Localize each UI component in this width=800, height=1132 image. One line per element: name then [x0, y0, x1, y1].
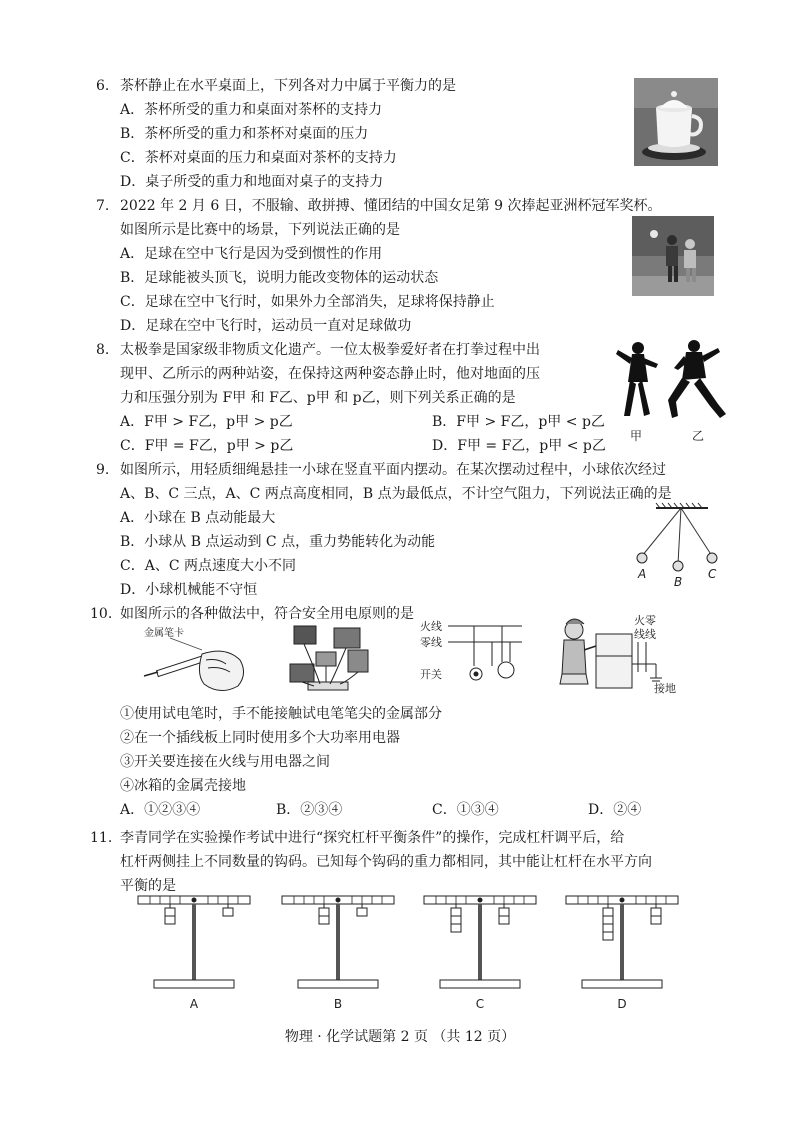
pendulum-diagram	[626, 500, 730, 590]
q10-option-d: D．②④	[588, 802, 642, 818]
q6-option-a: A．茶杯所受的重力和桌面对茶杯的支持力	[120, 102, 383, 118]
q9-option-c: C．A、C 两点速度大小不同	[120, 558, 296, 574]
q6-option-d: D．桌子所受的重力和地面对桌子的支持力	[120, 174, 384, 190]
wiring-label-fire: 火线	[420, 620, 442, 633]
test-pen-figure	[140, 624, 250, 696]
q9-stem-line2: A、B、C 三点，A、C 两点高度相同，B 点为最低点，不计空气阻力，下列说法正确的是	[120, 486, 672, 502]
lever-label-d: D	[617, 997, 627, 1011]
q9-option-a: A．小球在 B 点动能最大	[120, 510, 276, 526]
pendulum-label-a: A	[638, 567, 647, 581]
fridge-grounding-figure	[556, 612, 688, 696]
q11-number: 11.	[90, 830, 113, 846]
q6-stem: 茶杯静止在水平桌面上，下列各对力中属于平衡力的是	[120, 78, 456, 94]
q7-stem-line1: 2022 年 2 月 6 日，不服输、敢拼搏、懂团结的中国女足第 9 次捧起亚洲杯冠军奖杯。	[120, 198, 662, 214]
teacup-photo	[634, 78, 718, 166]
q10-option-c: C．①③④	[432, 802, 499, 818]
q9-stem-line1: 如图所示，用轻质细绳悬挂一小球在竖直平面内摆动。在某次摆动过程中，小球依次经过	[120, 462, 666, 478]
soccer-match-photo	[632, 216, 714, 296]
fridge-label-ground: 接地	[654, 682, 676, 695]
switch-wiring-figure	[414, 616, 526, 696]
wiring-label-switch: 开关	[420, 668, 442, 681]
fridge-label-live-neutral-mid: 线线	[634, 628, 656, 641]
q9-number: 9.	[96, 462, 110, 478]
lever-figure-d	[560, 894, 690, 1016]
taichi-label-yi: 乙	[691, 429, 705, 443]
q6-number: 6.	[96, 78, 110, 94]
q8-stem-line3: 力和压强分别为 F甲 和 F乙、p甲 和 p乙，则下列关系正确的是	[120, 390, 516, 406]
lever-label-a: A	[189, 997, 199, 1011]
lever-label-b: B	[333, 997, 343, 1011]
q10-option-b: B．②③④	[276, 802, 343, 818]
fridge-label-live-neutral-top: 火零	[634, 614, 656, 627]
q10-statement-4: ④冰箱的金属壳接地	[120, 778, 246, 794]
wiring-label-zero: 零线	[420, 636, 442, 649]
page-footer: 物理 · 化学试题第 2 页 （共 12 页）	[284, 1029, 516, 1045]
pendulum-label-c: C	[708, 567, 717, 581]
q7-number: 7.	[96, 198, 110, 214]
q10-stem: 如图所示的各种做法中，符合安全用电原则的是	[120, 606, 414, 622]
q8-option-c: C．F甲 = F乙，p甲 > p乙	[120, 438, 294, 454]
lever-figure-b	[276, 894, 406, 1016]
q8-stem-line2: 现甲、乙所示的两种站姿，在保持这两种姿态静止时，他对地面的压	[120, 366, 540, 382]
q10-statement-3: ③开关要连接在火线与用电器之间	[120, 754, 330, 770]
q8-option-d: D．F甲 = F乙，p甲 < p乙	[432, 438, 606, 454]
q7-option-c: C．足球在空中飞行时，如果外力全部消失，足球将保持静止	[120, 294, 495, 310]
lever-figure-a	[132, 894, 262, 1016]
q6-option-b: B．茶杯所受的重力和茶杯对桌面的压力	[120, 126, 369, 142]
q9-option-b: B．小球从 B 点运动到 C 点，重力势能转化为动能	[120, 534, 436, 550]
q7-option-d: D．足球在空中飞行时，运动员一直对足球做功	[120, 318, 412, 334]
q8-number: 8.	[96, 342, 110, 358]
lever-figure-c	[418, 894, 548, 1016]
q10-option-a: A．①②③④	[120, 802, 201, 818]
q11-stem-line3: 平衡的是	[120, 878, 176, 894]
q9-option-d: D．小球机械能不守恒	[120, 582, 258, 598]
power-strip-overload-figure	[286, 622, 376, 694]
q6-option-c: C．茶杯对桌面的压力和桌面对茶杯的支持力	[120, 150, 397, 166]
lever-label-c: C	[475, 997, 485, 1011]
q10-statement-2: ②在一个插线板上同时使用多个大功率用电器	[120, 730, 400, 746]
test-pen-label: 金属笔卡	[144, 628, 184, 639]
taichi-silhouettes	[610, 334, 730, 446]
q7-option-a: A．足球在空中飞行是因为受到惯性的作用	[120, 246, 383, 262]
q8-stem-line1: 太极拳是国家级非物质文化遗产。一位太极拳爱好者在打拳过程中出	[120, 342, 540, 358]
pendulum-label-b: B	[674, 575, 683, 589]
q8-option-b: B．F甲 > F乙，p甲 < p乙	[432, 414, 605, 430]
q7-option-b: B．足球能被头顶飞，说明力能改变物体的运动状态	[120, 270, 439, 286]
q11-stem-line2: 杠杆两侧挂上不同数量的钩码。已知每个钩码的重力都相同，其中能让杠杆在水平方向	[120, 854, 652, 870]
taichi-figure-yi	[668, 340, 726, 418]
q8-option-a: A．F甲 > F乙，p甲 > p乙	[120, 414, 293, 430]
taichi-label-jia: 甲	[629, 429, 643, 443]
taichi-figure-jia	[616, 342, 658, 416]
q7-stem-line2: 如图所示是比赛中的场景，下列说法正确的是	[120, 222, 400, 238]
q10-statement-1: ①使用试电笔时，手不能接触试电笔笔尖的金属部分	[120, 706, 442, 722]
q11-stem-line1: 李青同学在实验操作考试中进行“探究杠杆平衡条件”的操作，完成杠杆调平后，给	[120, 830, 625, 846]
q10-number: 10.	[90, 606, 113, 622]
